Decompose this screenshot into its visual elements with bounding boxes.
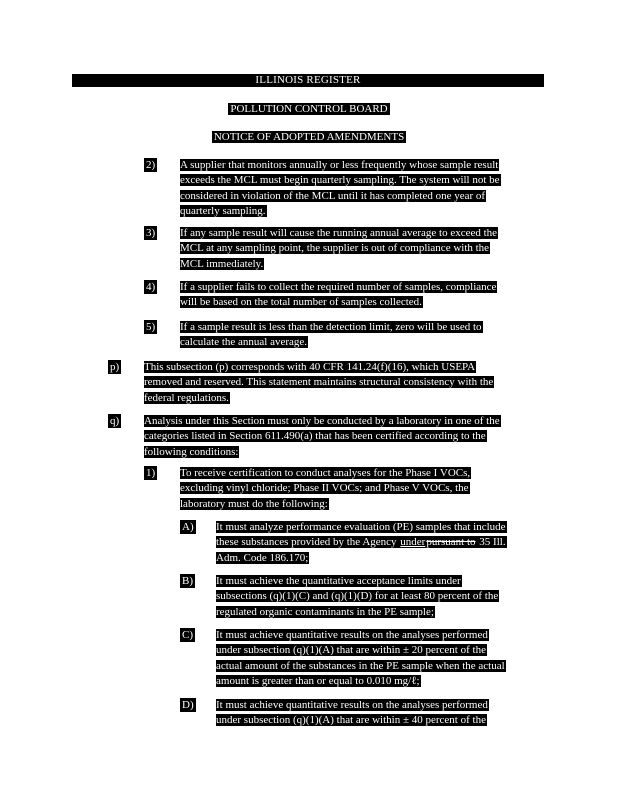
text-line: If any sample result will cause the running annual average to exceed the <box>180 227 498 239</box>
text-line: It must achieve the quantitative acceptance limits under <box>216 575 461 587</box>
item-label: D) <box>182 699 194 711</box>
text-line: If a sample result is less than the detection limit, zero will be used to <box>180 321 482 333</box>
text-line: A supplier that monitors annually or less frequently whose sample result <box>180 159 499 171</box>
deleted-text: pursuant to <box>426 536 476 549</box>
text-line: following conditions: <box>144 445 239 458</box>
text-line: will be based on the total number of samples collected. <box>180 296 422 309</box>
text-line: It must achieve quantitative results on the analyses performed <box>216 699 488 711</box>
text-line: It must analyze performance evaluation (PE) samples that include <box>216 521 506 533</box>
item-label: 2) <box>146 159 156 171</box>
item-label: 3) <box>146 227 156 239</box>
register-title: ILLINOIS REGISTER <box>255 74 361 86</box>
item-label: 1) <box>146 467 156 479</box>
text-line: exceeds the MCL must begin quarterly sampling. The system will not be <box>180 174 500 187</box>
agency-name: POLLUTION CONTROL BOARD <box>230 103 388 115</box>
text-line: subsections (q)(1)(C) and (q)(1)(D) for at least 80 percent of the <box>216 590 499 603</box>
subsection-label: q) <box>110 415 120 427</box>
register-header-bar <box>72 74 544 87</box>
item-label: 4) <box>146 281 156 293</box>
item-label: B) <box>182 575 193 587</box>
text-line: considered in violation of the MCL until it has completed one year of <box>180 189 486 202</box>
text-line: removed and reserved. This statement maintains structural consistency with the <box>144 376 494 389</box>
item-text <box>216 574 499 620</box>
text-line: under subsection (q)(1)(A) that are within ± 20 percent of the <box>216 644 486 657</box>
subsection-text <box>144 414 501 460</box>
text-line: Analysis under this Section must only be conducted by a laboratory in one of the <box>144 415 500 427</box>
item-label: 5) <box>146 321 156 333</box>
text-line: MCL immediately. <box>180 257 264 270</box>
text-line: Adm. Code 186.170; <box>216 551 309 564</box>
text-line: quarterly sampling. <box>180 205 266 218</box>
agency-heading <box>0 102 618 116</box>
item-text <box>216 628 506 690</box>
text-line: MCL at any sampling point, the supplier is out of compliance with the <box>180 242 490 255</box>
text-line: It must achieve quantitative results on the analyses performed <box>216 629 488 641</box>
item-label: A) <box>182 521 194 533</box>
inserted-text: under <box>400 536 426 549</box>
text-line: actual amount of the substances in the PE sample when the actual <box>216 659 505 672</box>
item-text <box>180 226 498 272</box>
text-line: laboratory must do the following: <box>180 497 328 510</box>
text-line-part: 35 Ill. <box>476 536 506 549</box>
item-text <box>180 280 497 311</box>
text-line: federal regulations. <box>144 391 229 404</box>
item-text <box>180 320 483 351</box>
item-label: C) <box>182 629 193 641</box>
notice-title: NOTICE OF ADOPTED AMENDMENTS <box>213 131 405 143</box>
item-text <box>180 158 501 220</box>
text-line: amount is greater than or equal to 0.010 mg/ℓ; <box>216 675 420 688</box>
text-line: under subsection (q)(1)(A) that are within ± 40 percent of the <box>216 714 486 727</box>
text-line: regulated organic contaminants in the PE sample; <box>216 605 434 618</box>
notice-heading <box>0 130 618 144</box>
item-text <box>216 698 489 729</box>
item-text <box>216 520 507 566</box>
text-line: If a supplier fails to collect the required number of samples, compliance <box>180 281 497 293</box>
text-line: calculate the annual average. <box>180 336 308 349</box>
subsection-label: p) <box>110 361 120 373</box>
text-line: To receive certification to conduct analyses for the Phase I VOCs, <box>180 467 471 479</box>
text-line-part: these substances provided by the Agency <box>216 536 400 549</box>
text-line: This subsection (p) corresponds with 40 CFR 141.24(f)(16), which USEPA <box>144 361 476 373</box>
text-line: excluding vinyl chloride; Phase II VOCs; and Phase V VOCs, the <box>180 482 469 495</box>
subsection-text <box>144 360 494 406</box>
item-text <box>180 466 471 512</box>
text-line: categories listed in Section 611.490(a) that has been certified according to the <box>144 430 486 443</box>
